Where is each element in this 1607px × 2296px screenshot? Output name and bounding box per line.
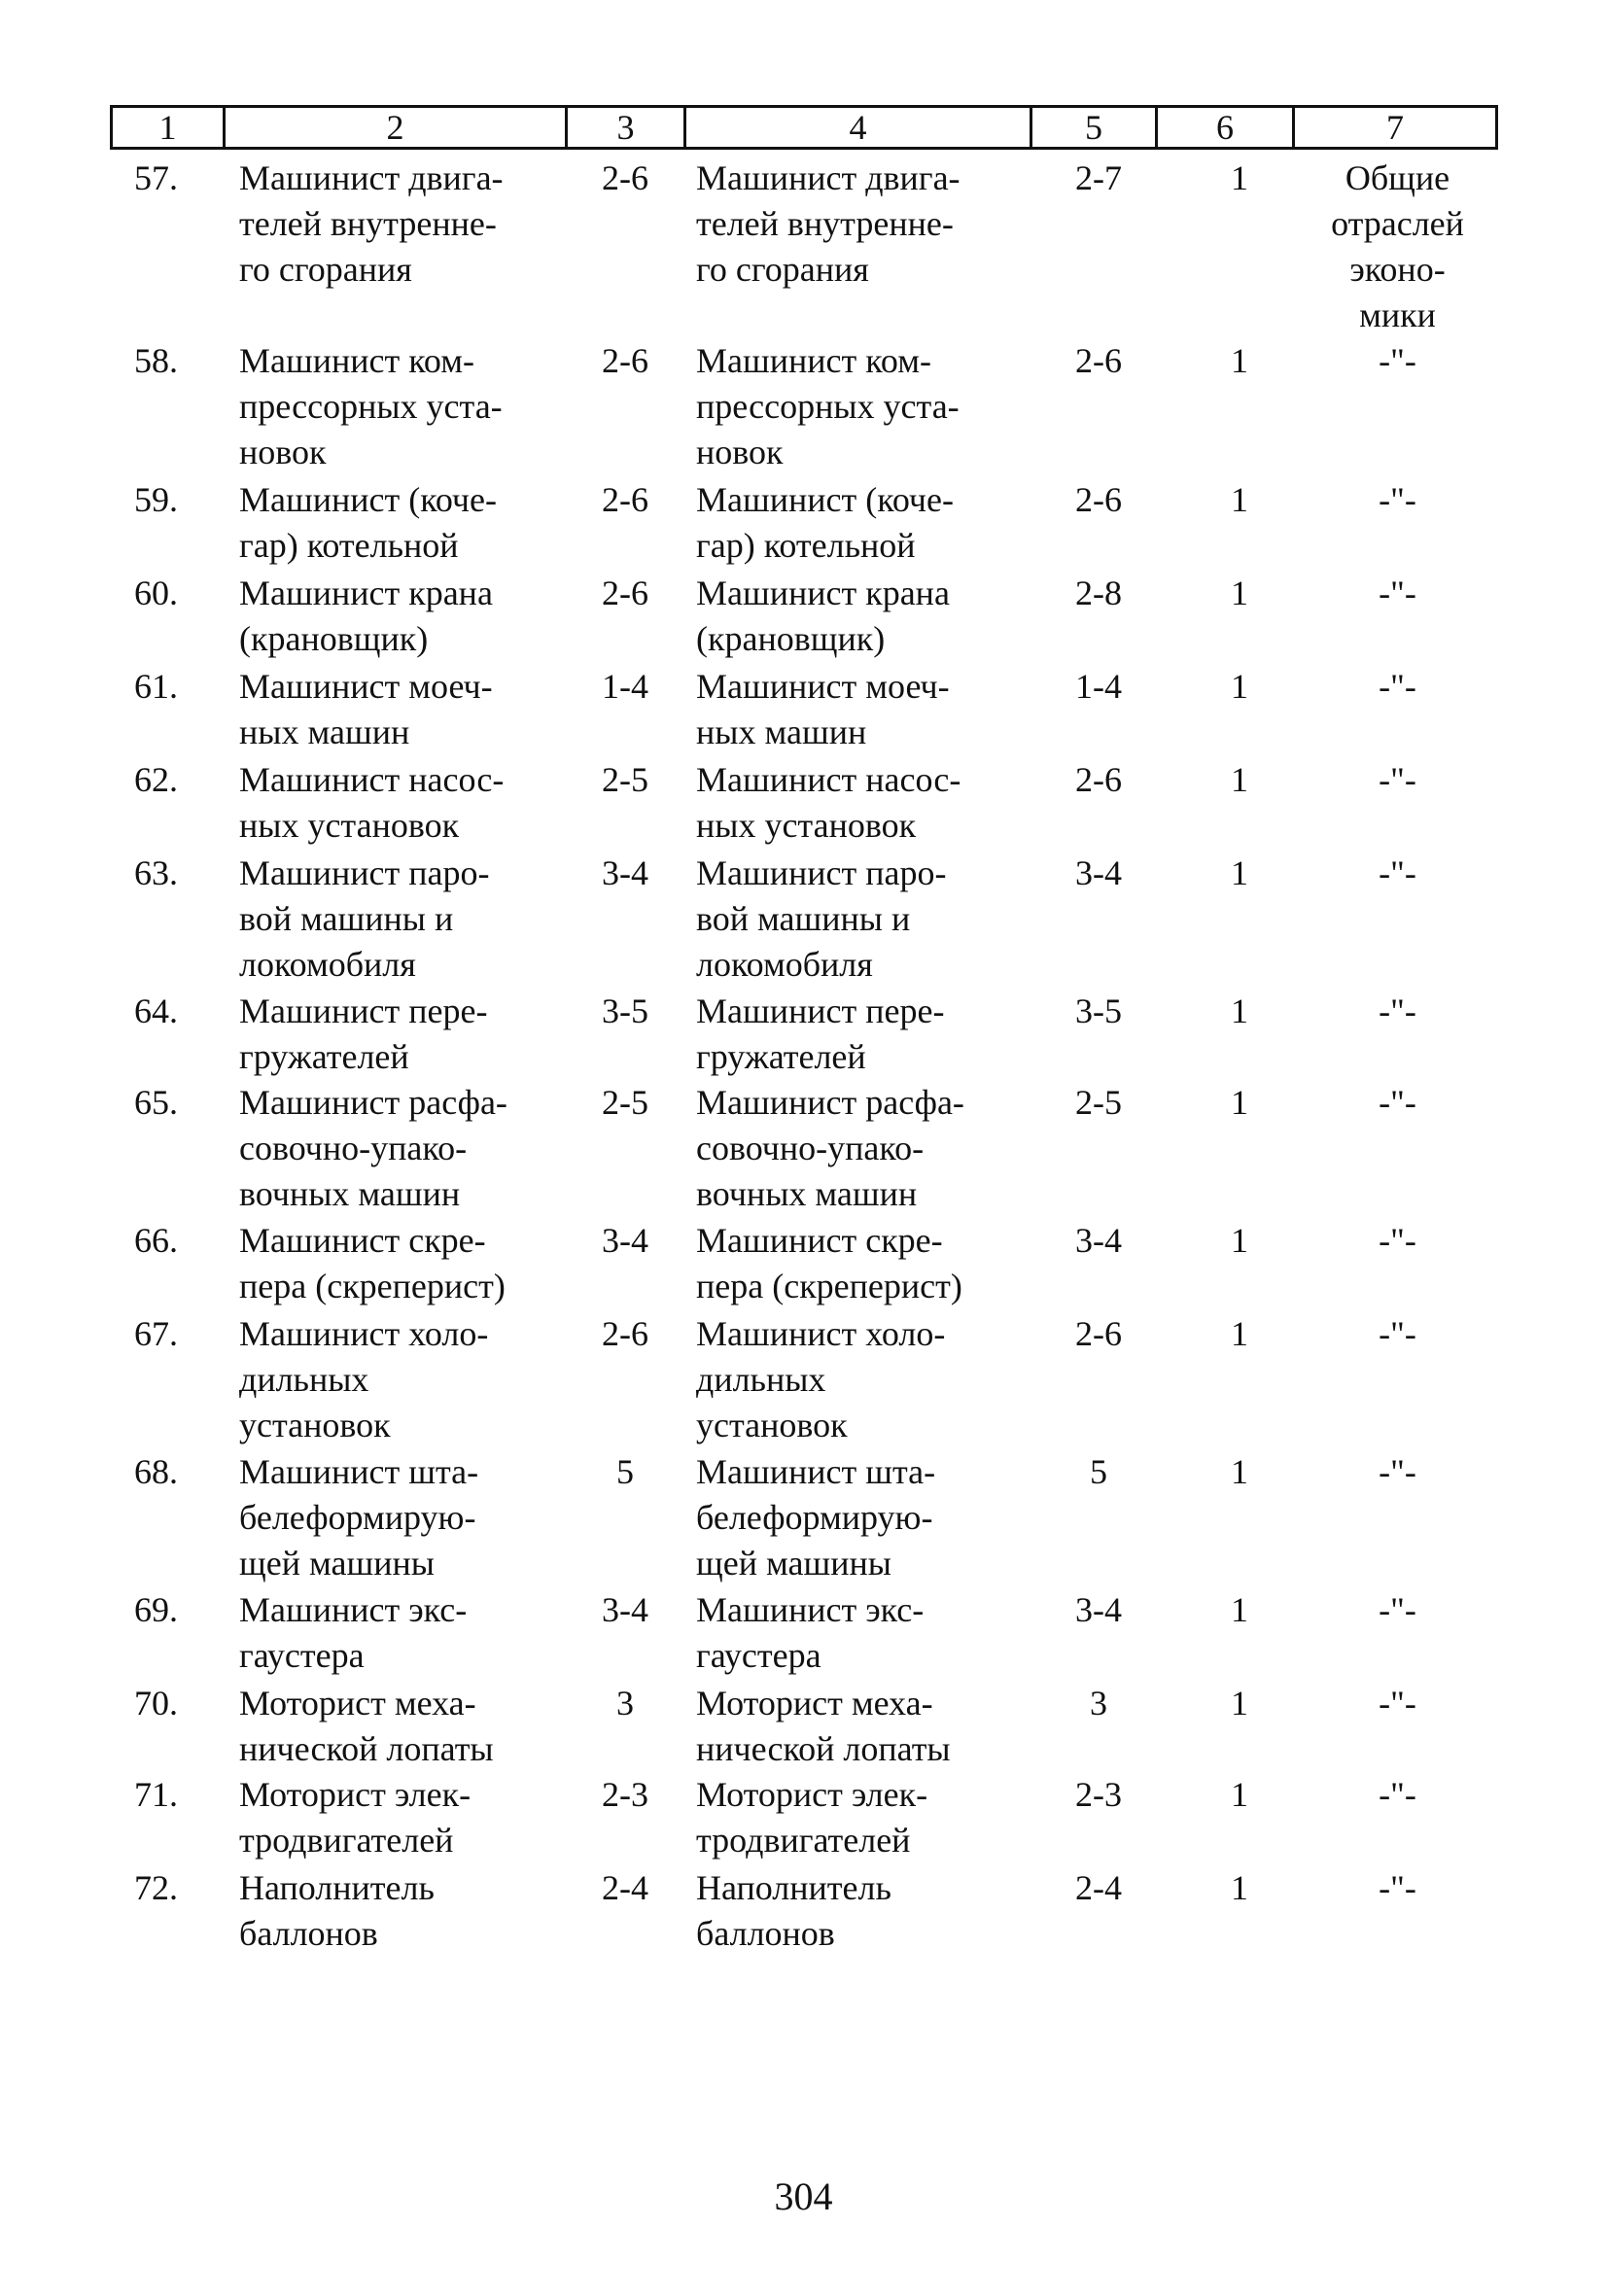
row-number: 68. [134, 1452, 178, 1491]
table-row [0, 989, 1607, 1080]
table-body [0, 156, 1607, 1959]
table-row [0, 1772, 1607, 1865]
grade-range: 2-3 [602, 1775, 648, 1814]
grade-range: 2-6 [602, 480, 648, 519]
grade-range: 3-4 [602, 1590, 648, 1629]
profession-name: Машинист ком- прессорных уста- новок [239, 341, 503, 471]
row-number: 65. [134, 1083, 178, 1122]
row-number: 58. [134, 341, 178, 380]
grade-range: 5 [616, 1452, 634, 1491]
issue-count: 1 [1231, 760, 1248, 799]
sector-note: -"- [1379, 574, 1416, 612]
profession-name: Машинист двига- телей внутренне- го сгорания [239, 158, 504, 289]
sector-note: -"- [1379, 480, 1416, 519]
table-row [0, 477, 1607, 571]
sector-note: -"- [1379, 341, 1416, 380]
grade-range-new: 3-4 [1075, 1590, 1122, 1629]
row-number: 66. [134, 1221, 178, 1260]
issue-count: 1 [1231, 480, 1248, 519]
row-number: 61. [134, 667, 178, 706]
profession-name-new: Машинист пере- гружателей [696, 991, 945, 1076]
grade-range-new: 5 [1090, 1452, 1107, 1491]
sector-note: -"- [1379, 991, 1416, 1030]
table-row [0, 757, 1607, 851]
grade-range-new: 3-4 [1075, 1221, 1122, 1260]
grade-range-new: 1-4 [1075, 667, 1122, 706]
header-col-1: 1 [158, 108, 177, 147]
page-number: 304 [774, 2174, 833, 2218]
profession-name-new: Машинист моеч- ных машин [696, 667, 950, 751]
row-number: 60. [134, 574, 178, 612]
profession-name: Моторист элек- тродвигателей [239, 1775, 472, 1860]
sector-note: -"- [1379, 1590, 1416, 1629]
table-row [0, 851, 1607, 989]
profession-name: Машинист расфа- совочно-упако- вочных машин [239, 1083, 507, 1213]
header-col-7: 7 [1292, 108, 1495, 147]
row-number: 57. [134, 158, 178, 197]
header-col-3: 3 [565, 108, 683, 147]
profession-name-new: Машинист расфа- совочно-упако- вочных машин [696, 1083, 964, 1213]
profession-name-new: Машинист крана (крановщик) [696, 574, 950, 658]
profession-name-new: Машинист экс- гаустера [696, 1590, 925, 1675]
profession-name: Машинист (коче- гар) котельной [239, 480, 498, 565]
sector-note: -"- [1379, 853, 1416, 892]
issue-count: 1 [1231, 1590, 1248, 1629]
profession-name: Машинист скре- пера (скреперист) [239, 1221, 506, 1305]
grade-range: 3-5 [602, 991, 648, 1030]
grade-range: 2-6 [602, 158, 648, 197]
table-row [0, 338, 1607, 477]
grade-range: 2-5 [602, 760, 648, 799]
sector-note: -"- [1379, 1452, 1416, 1491]
profession-name-new: Машинист шта- белеформирую- щей машины [696, 1452, 936, 1583]
issue-count: 1 [1231, 853, 1248, 892]
grade-range: 2-5 [602, 1083, 648, 1122]
profession-name: Машинист холо- дильных установок [239, 1314, 489, 1444]
grade-range-new: 2-6 [1075, 1314, 1122, 1353]
sector-note: -"- [1379, 760, 1416, 799]
table-row [0, 1449, 1607, 1587]
table-header-row [110, 105, 1498, 150]
grade-range-new: 3-4 [1075, 853, 1122, 892]
grade-range-new: 2-8 [1075, 574, 1122, 612]
grade-range: 3-4 [602, 853, 648, 892]
sector-note: -"- [1379, 1221, 1416, 1260]
grade-range: 3 [616, 1684, 634, 1722]
row-number: 59. [134, 480, 178, 519]
grade-range-new: 2-6 [1075, 341, 1122, 380]
grade-range: 2-6 [602, 341, 648, 380]
sector-note: -"- [1379, 1314, 1416, 1353]
issue-count: 1 [1231, 1868, 1248, 1907]
issue-count: 1 [1231, 1083, 1248, 1122]
sector-note: Общие отраслей эконо- мики [1331, 158, 1464, 334]
row-number: 67. [134, 1314, 178, 1353]
profession-name-new: Машинист двига- телей внутренне- го сгорания [696, 158, 961, 289]
grade-range-new: 3-5 [1075, 991, 1122, 1030]
issue-count: 1 [1231, 1452, 1248, 1491]
profession-name-new: Машинист (коче- гар) котельной [696, 480, 955, 565]
grade-range: 2-6 [602, 574, 648, 612]
sector-note: -"- [1379, 1684, 1416, 1722]
row-number: 72. [134, 1868, 178, 1907]
profession-name-new: Машинист насос- ных установок [696, 760, 961, 845]
issue-count: 1 [1231, 1684, 1248, 1722]
table-row [0, 1681, 1607, 1772]
table-row [0, 1865, 1607, 1959]
grade-range-new: 2-4 [1075, 1868, 1122, 1907]
table-row [0, 1311, 1607, 1449]
profession-name: Машинист шта- белеформирую- щей машины [239, 1452, 479, 1583]
issue-count: 1 [1231, 1314, 1248, 1353]
profession-name: Машинист пере- гружателей [239, 991, 488, 1076]
grade-range-new: 3 [1090, 1684, 1107, 1722]
issue-count: 1 [1231, 991, 1248, 1030]
sector-note: -"- [1379, 1083, 1416, 1122]
profession-name: Моторист меха- нической лопаты [239, 1684, 494, 1768]
grade-range-new: 2-3 [1075, 1775, 1122, 1814]
grade-range: 1-4 [602, 667, 648, 706]
profession-name-new: Машинист ком- прессорных уста- новок [696, 341, 960, 471]
table-row [0, 1080, 1607, 1218]
profession-name: Наполнитель баллонов [239, 1868, 435, 1953]
grade-range-new: 2-7 [1075, 158, 1122, 197]
issue-count: 1 [1231, 574, 1248, 612]
grade-range: 3-4 [602, 1221, 648, 1260]
row-number: 71. [134, 1775, 178, 1814]
header-col-5: 5 [1030, 108, 1155, 147]
table-row [0, 156, 1607, 338]
sector-note: -"- [1379, 1775, 1416, 1814]
sector-note: -"- [1379, 667, 1416, 706]
profession-name: Машинист паро- вой машины и локомобиля [239, 853, 490, 984]
issue-count: 1 [1231, 1775, 1248, 1814]
header-col-4: 4 [683, 108, 1030, 147]
profession-name-new: Моторист меха- нической лопаты [696, 1684, 951, 1768]
issue-count: 1 [1231, 1221, 1248, 1260]
table-row [0, 571, 1607, 664]
row-number: 63. [134, 853, 178, 892]
row-number: 70. [134, 1684, 178, 1722]
grade-range-new: 2-5 [1075, 1083, 1122, 1122]
issue-count: 1 [1231, 341, 1248, 380]
table-row [0, 664, 1607, 757]
profession-name: Машинист насос- ных установок [239, 760, 505, 845]
profession-name-new: Машинист холо- дильных установок [696, 1314, 946, 1444]
profession-name-new: Моторист элек- тродвигателей [696, 1775, 928, 1860]
grade-range-new: 2-6 [1075, 480, 1122, 519]
sector-note: -"- [1379, 1868, 1416, 1907]
profession-name: Машинист экс- гаустера [239, 1590, 468, 1675]
profession-name-new: Машинист паро- вой машины и локомобиля [696, 853, 947, 984]
grade-range: 2-4 [602, 1868, 648, 1907]
grade-range-new: 2-6 [1075, 760, 1122, 799]
header-col-2: 2 [223, 108, 565, 147]
profession-name: Машинист моеч- ных машин [239, 667, 493, 751]
row-number: 62. [134, 760, 178, 799]
profession-name: Машинист крана (крановщик) [239, 574, 493, 658]
table-row [0, 1218, 1607, 1311]
issue-count: 1 [1231, 158, 1248, 197]
header-col-6: 6 [1155, 108, 1292, 147]
profession-name-new: Наполнитель баллонов [696, 1868, 891, 1953]
profession-name-new: Машинист скре- пера (скреперист) [696, 1221, 962, 1305]
grade-range: 2-6 [602, 1314, 648, 1353]
issue-count: 1 [1231, 667, 1248, 706]
row-number: 64. [134, 991, 178, 1030]
table-row [0, 1587, 1607, 1681]
row-number: 69. [134, 1590, 178, 1629]
